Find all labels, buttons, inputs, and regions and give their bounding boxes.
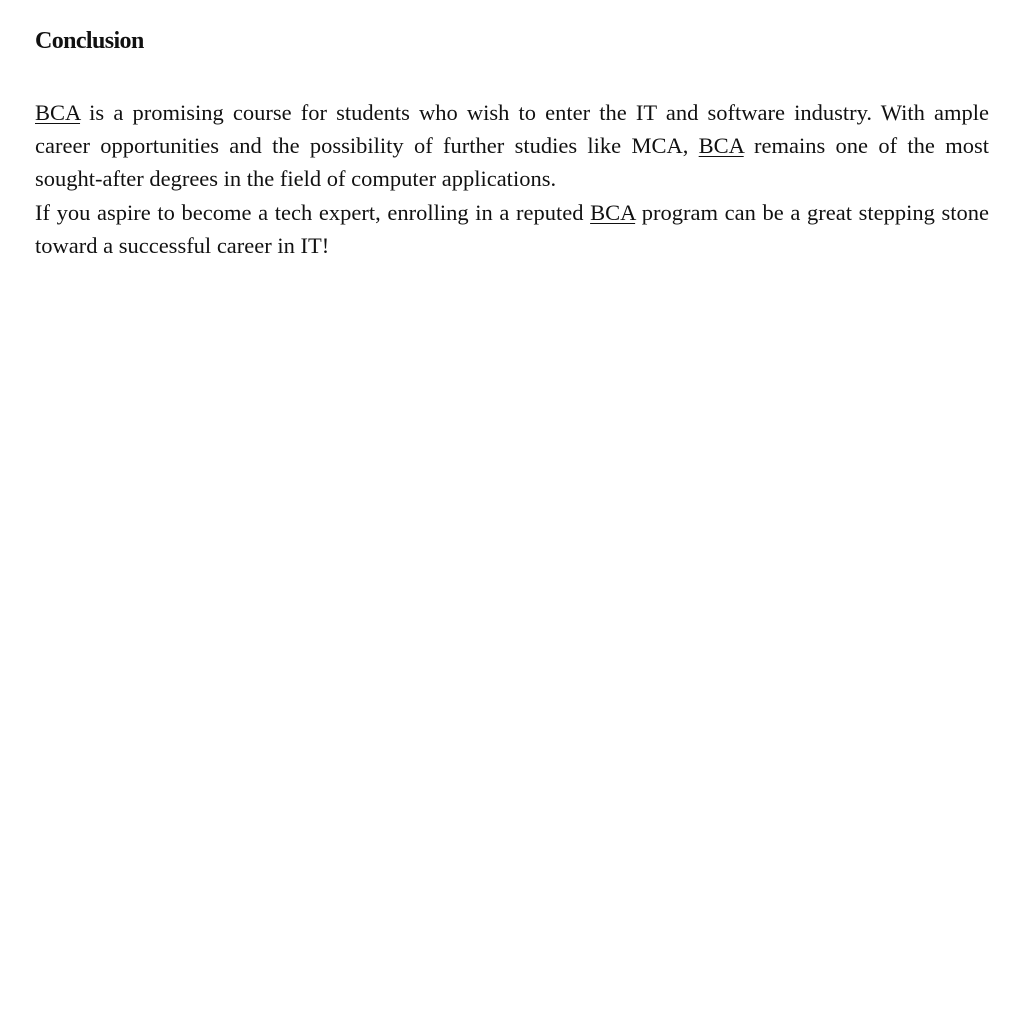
paragraph-2 [35, 196, 989, 262]
bca-link[interactable]: BCA [35, 100, 81, 125]
paragraph-1 [35, 96, 989, 196]
paragraph-1-text-b: remains one of the most sought-after degrees in the field of computer applications. [35, 133, 989, 192]
article-content [35, 26, 989, 262]
bca-link[interactable]: BCA [698, 133, 744, 159]
paragraph-1-text-a: is a promising course for students who wish to enter the IT and software industry. With ample career opportunities and the possibility of further studies like MCA, [35, 100, 989, 159]
bca-link[interactable]: BCA [590, 199, 636, 225]
section-heading: Conclusion [35, 28, 144, 54]
paragraph-2-text-a: If you aspire to become a tech expert, enrolling in a reputed [35, 199, 591, 225]
paragraph-2-text-b: program can be a great stepping stone toward a successful career in IT! [35, 199, 989, 258]
